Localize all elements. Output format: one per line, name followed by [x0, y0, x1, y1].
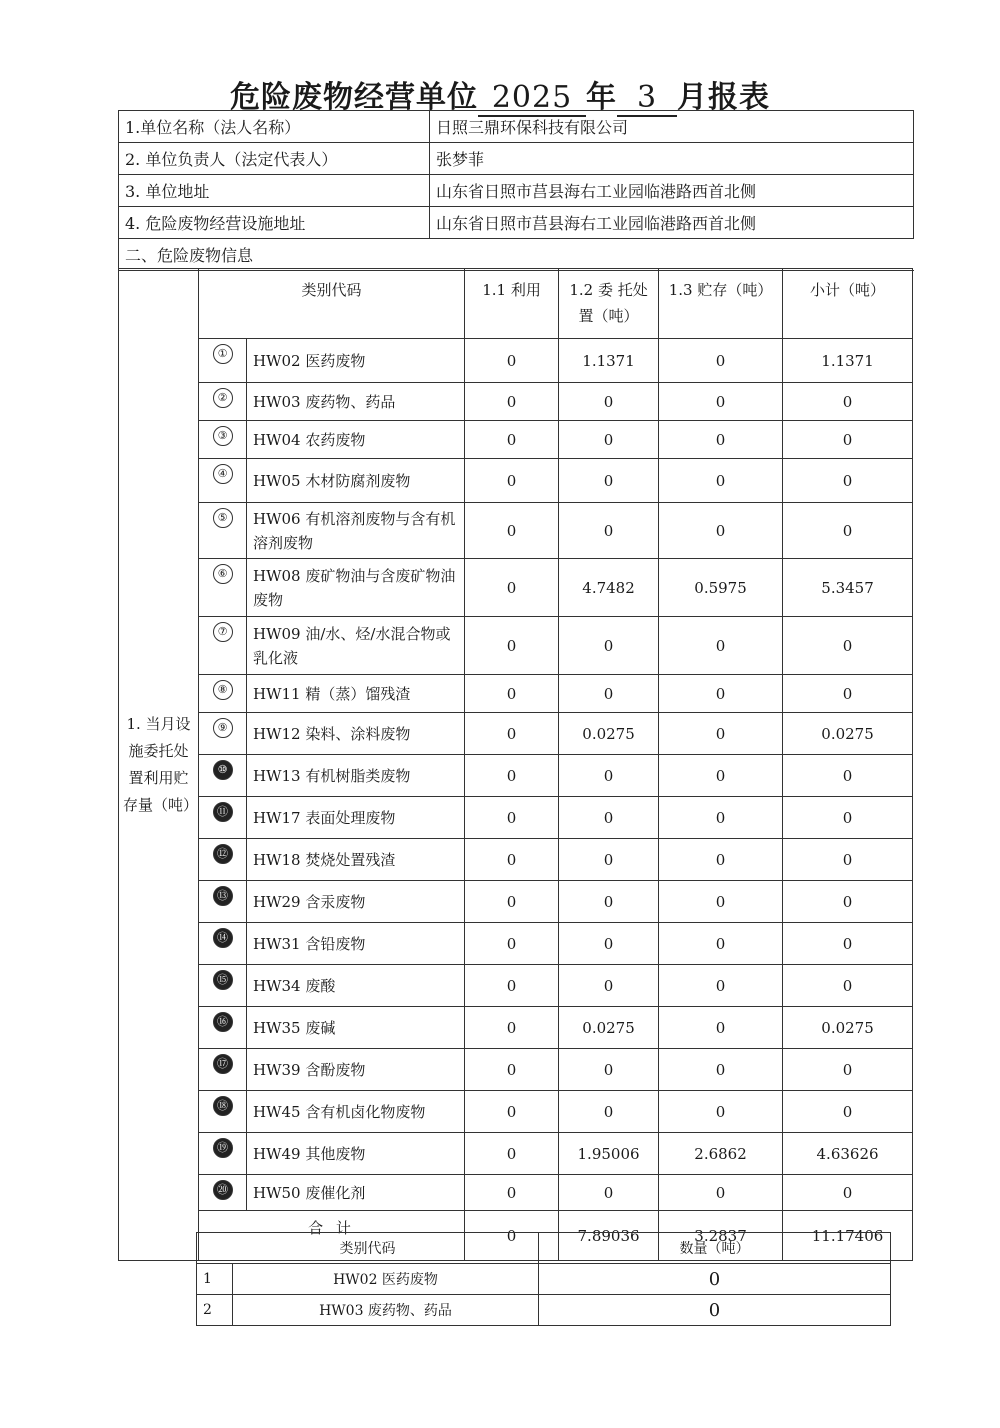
info-value: 张梦菲	[430, 143, 914, 175]
circled-number: ⑭	[213, 928, 233, 948]
waste-row-store: 0	[659, 797, 783, 839]
waste-row-store: 0	[659, 421, 783, 459]
waste-row-store: 0	[659, 503, 783, 559]
info-value: 山东省日照市莒县海右工业园临港路西首北侧	[430, 207, 914, 239]
waste-row	[119, 617, 913, 675]
waste-row-dispose: 0	[559, 503, 659, 559]
waste-row-no-cell	[199, 617, 247, 675]
waste-row-no-cell	[199, 339, 247, 383]
circled-number: ①	[213, 344, 233, 364]
waste-row-store: 0	[659, 839, 783, 881]
waste-row-no-cell	[199, 1007, 247, 1049]
waste-row-subtotal: 0	[783, 1175, 913, 1211]
waste-row-code: HW04 农药废物	[247, 421, 465, 459]
header-code: 类别代码	[199, 269, 465, 339]
sub-header-row	[197, 1233, 891, 1264]
waste-row-subtotal: 0	[783, 617, 913, 675]
waste-row-dispose: 0	[559, 383, 659, 421]
waste-row-use: 0	[465, 1007, 559, 1049]
waste-row-use: 0	[465, 1175, 559, 1211]
waste-row-dispose: 0	[559, 1175, 659, 1211]
waste-row-code: HW50 废催化剂	[247, 1175, 465, 1211]
waste-row	[119, 1007, 913, 1049]
waste-row-code: HW12 染料、涂料废物	[247, 713, 465, 755]
info-value: 日照三鼎环保科技有限公司	[430, 111, 914, 143]
waste-row-code: HW08 废矿物油与含废矿物油废物	[247, 559, 465, 617]
waste-row-subtotal: 0	[783, 923, 913, 965]
waste-row-dispose: 0	[559, 923, 659, 965]
waste-row	[119, 755, 913, 797]
waste-row-subtotal: 0	[783, 675, 913, 713]
waste-row-use: 0	[465, 797, 559, 839]
waste-row-no-cell	[199, 559, 247, 617]
waste-row-subtotal: 0	[783, 1091, 913, 1133]
waste-row-dispose: 0	[559, 839, 659, 881]
circled-number: ⑱	[213, 1096, 233, 1116]
info-value: 山东省日照市莒县海右工业园临港路西首北侧	[430, 175, 914, 207]
waste-row-dispose: 0	[559, 965, 659, 1007]
waste-row-no-cell	[199, 713, 247, 755]
waste-row	[119, 675, 913, 713]
waste-row-no-cell	[199, 675, 247, 713]
waste-row-store: 0	[659, 923, 783, 965]
waste-row-store: 0.5975	[659, 559, 783, 617]
waste-row-use: 0	[465, 675, 559, 713]
circled-number: ④	[213, 464, 233, 484]
waste-row	[119, 1049, 913, 1091]
waste-row-code: HW31 含铅废物	[247, 923, 465, 965]
waste-row-dispose: 0	[559, 1049, 659, 1091]
waste-row-no-cell	[199, 1175, 247, 1211]
waste-row-use: 0	[465, 383, 559, 421]
waste-row-store: 0	[659, 383, 783, 421]
waste-row-subtotal: 0	[783, 965, 913, 1007]
waste-row-use: 0	[465, 1133, 559, 1175]
waste-row-use: 0	[465, 923, 559, 965]
waste-row-subtotal: 0.0275	[783, 713, 913, 755]
waste-row-store: 0	[659, 881, 783, 923]
waste-row-use: 0	[465, 713, 559, 755]
circled-number: ⑲	[213, 1138, 233, 1158]
waste-row-dispose: 0	[559, 755, 659, 797]
waste-row-store: 0	[659, 1049, 783, 1091]
sub-row-qty: 0	[539, 1295, 891, 1326]
header-use: 1.1 利用	[465, 269, 559, 339]
waste-row-code: HW09 油/水、烃/水混合物或乳化液	[247, 617, 465, 675]
circled-number: ⑦	[213, 622, 233, 642]
total-label: 合 计	[199, 1211, 465, 1261]
waste-row-no-cell	[199, 383, 247, 421]
waste-row-use: 0	[465, 839, 559, 881]
waste-row	[119, 421, 913, 459]
waste-row-code: HW49 其他废物	[247, 1133, 465, 1175]
info-label: 2. 单位负责人（法定代表人）	[119, 143, 430, 175]
sub-row-no: 2	[197, 1295, 233, 1326]
row-group-label: 1. 当月设施委托处置利用贮存量（吨）	[119, 269, 199, 1261]
waste-row	[119, 1091, 913, 1133]
total-use: 0	[465, 1211, 559, 1261]
waste-row-store: 0	[659, 1007, 783, 1049]
waste-row-no-cell	[199, 421, 247, 459]
circled-number: ⑧	[213, 680, 233, 700]
waste-row-store: 2.6862	[659, 1133, 783, 1175]
unit-info-table	[118, 110, 914, 271]
info-row	[119, 111, 914, 143]
waste-row-dispose: 0.0275	[559, 1007, 659, 1049]
waste-row-subtotal: 0	[783, 421, 913, 459]
waste-row	[119, 797, 913, 839]
circled-number: ⑳	[213, 1180, 233, 1200]
circled-number: ②	[213, 388, 233, 408]
waste-row-code: HW34 废酸	[247, 965, 465, 1007]
waste-row	[119, 1175, 913, 1211]
waste-row-store: 0	[659, 617, 783, 675]
waste-row-dispose: 0.0275	[559, 713, 659, 755]
waste-row-subtotal: 0	[783, 503, 913, 559]
waste-row-subtotal: 0	[783, 881, 913, 923]
info-row	[119, 207, 914, 239]
circled-number: ⑮	[213, 970, 233, 990]
waste-row-subtotal: 0.0275	[783, 1007, 913, 1049]
waste-row-subtotal: 0	[783, 755, 913, 797]
waste-row-dispose: 0	[559, 675, 659, 713]
circled-number: ⑰	[213, 1054, 233, 1074]
circled-number: ③	[213, 426, 233, 446]
title-prefix: 危险废物经营单位	[230, 80, 478, 115]
waste-row-code: HW17 表面处理废物	[247, 797, 465, 839]
waste-row-dispose: 0	[559, 617, 659, 675]
waste-row-use: 0	[465, 1049, 559, 1091]
waste-row-use: 0	[465, 755, 559, 797]
circled-number: ⑫	[213, 844, 233, 864]
waste-row-store: 0	[659, 1175, 783, 1211]
total-subtotal: 11.17406	[783, 1211, 913, 1261]
waste-row	[119, 503, 913, 559]
circled-number: ⑪	[213, 802, 233, 822]
waste-row-subtotal: 0	[783, 797, 913, 839]
sub-row-code: HW03 废药物、药品	[233, 1295, 539, 1326]
waste-row-dispose: 4.7482	[559, 559, 659, 617]
waste-row-subtotal: 0	[783, 383, 913, 421]
waste-row-store: 0	[659, 459, 783, 503]
waste-row-no-cell	[199, 965, 247, 1007]
waste-row-dispose: 0	[559, 459, 659, 503]
circled-number: ⑨	[213, 718, 233, 738]
section-heading: 二、危险废物信息	[119, 239, 914, 271]
info-label: 3. 单位地址	[119, 175, 430, 207]
total-store: 3.2837	[659, 1211, 783, 1261]
sub-row-no: 1	[197, 1264, 233, 1295]
waste-row-use: 0	[465, 1091, 559, 1133]
waste-row-no-cell	[199, 503, 247, 559]
waste-row-subtotal: 4.63626	[783, 1133, 913, 1175]
waste-row-no-cell	[199, 923, 247, 965]
waste-row-code: HW45 含有机卤化物废物	[247, 1091, 465, 1133]
waste-row-no-cell	[199, 1133, 247, 1175]
waste-row-dispose: 0	[559, 421, 659, 459]
waste-row-store: 0	[659, 755, 783, 797]
waste-row-code: HW13 有机树脂类废物	[247, 755, 465, 797]
header-store: 1.3 贮存（吨）	[659, 269, 783, 339]
circled-number: ⑬	[213, 886, 233, 906]
waste-row-subtotal: 0	[783, 839, 913, 881]
waste-row	[119, 923, 913, 965]
waste-table-header	[119, 269, 913, 339]
waste-row-use: 0	[465, 459, 559, 503]
waste-row-no-cell	[199, 1049, 247, 1091]
title-month: 3	[617, 80, 677, 117]
circled-number: ⑤	[213, 508, 233, 528]
waste-row	[119, 881, 913, 923]
waste-row	[119, 713, 913, 755]
waste-row	[119, 1133, 913, 1175]
waste-row-code: HW39 含酚废物	[247, 1049, 465, 1091]
waste-row-dispose: 0	[559, 1091, 659, 1133]
waste-row-no-cell	[199, 1091, 247, 1133]
waste-row-code: HW35 废碱	[247, 1007, 465, 1049]
info-label: 4. 危险废物经营设施地址	[119, 207, 430, 239]
waste-row-code: HW29 含汞废物	[247, 881, 465, 923]
title-year-suffix: 年	[586, 80, 617, 115]
waste-row-store: 0	[659, 675, 783, 713]
waste-row-no-cell	[199, 459, 247, 503]
title-month-suffix: 月报表	[677, 80, 770, 115]
waste-row-subtotal: 1.1371	[783, 339, 913, 383]
waste-row-dispose: 0	[559, 881, 659, 923]
waste-row-store: 0	[659, 713, 783, 755]
waste-row-use: 0	[465, 617, 559, 675]
info-row	[119, 143, 914, 175]
waste-row-store: 0	[659, 339, 783, 383]
waste-row-use: 0	[465, 965, 559, 1007]
waste-row-code: HW02 医药废物	[247, 339, 465, 383]
total-dispose: 7.89036	[559, 1211, 659, 1261]
circled-number: ⑥	[213, 564, 233, 584]
waste-row-dispose: 0	[559, 797, 659, 839]
waste-row-code: HW03 废药物、药品	[247, 383, 465, 421]
waste-row	[119, 459, 913, 503]
waste-row-use: 0	[465, 881, 559, 923]
waste-row-use: 0	[465, 503, 559, 559]
sub-row	[197, 1295, 891, 1326]
waste-row-subtotal: 5.3457	[783, 559, 913, 617]
waste-row-use: 0	[465, 421, 559, 459]
header-dispose: 1.2 委 托处置（吨）	[559, 269, 659, 339]
waste-row	[119, 339, 913, 383]
waste-row-store: 0	[659, 1091, 783, 1133]
info-label: 1.单位名称（法人名称）	[119, 111, 430, 143]
waste-row-no-cell	[199, 881, 247, 923]
waste-row-subtotal: 0	[783, 1049, 913, 1091]
waste-row-code: HW18 焚烧处置残渣	[247, 839, 465, 881]
info-row	[119, 175, 914, 207]
waste-row-dispose: 1.1371	[559, 339, 659, 383]
waste-row-no-cell	[199, 797, 247, 839]
waste-row-code: HW06 有机溶剂废物与含有机溶剂废物	[247, 503, 465, 559]
title-year: 2025	[478, 80, 586, 117]
waste-row	[119, 559, 913, 617]
header-subtotal: 小计（吨）	[783, 269, 913, 339]
waste-row-dispose: 1.95006	[559, 1133, 659, 1175]
waste-row-no-cell	[199, 755, 247, 797]
waste-row-code: HW11 精（蒸）馏残渣	[247, 675, 465, 713]
waste-row-code: HW05 木材防腐剂废物	[247, 459, 465, 503]
waste-row	[119, 839, 913, 881]
sub-header-code: 类别代码	[197, 1233, 539, 1264]
waste-row-subtotal: 0	[783, 459, 913, 503]
waste-row-use: 0	[465, 339, 559, 383]
circled-number: ⑩	[213, 760, 233, 780]
sub-row-qty: 0	[539, 1264, 891, 1295]
waste-row	[119, 383, 913, 421]
waste-row-no-cell	[199, 839, 247, 881]
sub-row	[197, 1264, 891, 1295]
circled-number: ⑯	[213, 1012, 233, 1032]
section-row	[119, 239, 914, 271]
sub-row-code: HW02 医药废物	[233, 1264, 539, 1295]
category-quantity-table	[196, 1232, 891, 1326]
sub-header-qty: 数量（吨）	[539, 1233, 891, 1264]
waste-table	[118, 268, 913, 1261]
waste-row-store: 0	[659, 965, 783, 1007]
waste-row-use: 0	[465, 559, 559, 617]
waste-row	[119, 965, 913, 1007]
